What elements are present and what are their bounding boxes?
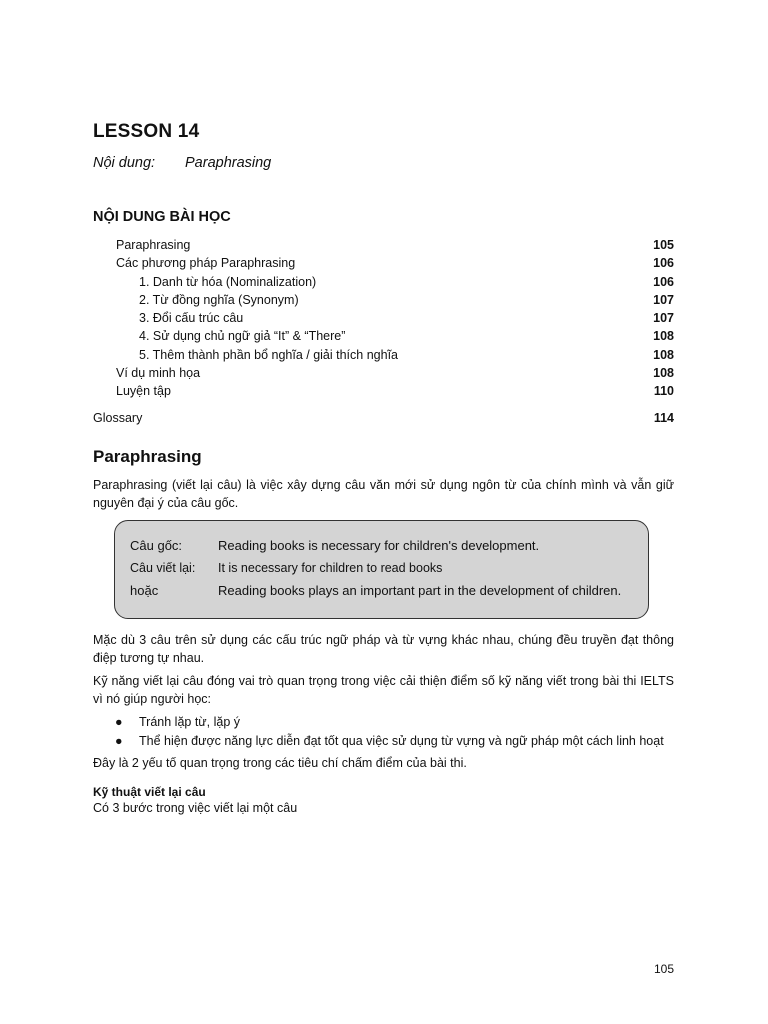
content-value: Paraphrasing (185, 155, 272, 171)
toc-item[interactable] (93, 236, 674, 254)
section-heading: Paraphrasing (93, 447, 202, 466)
toc-item[interactable] (93, 291, 674, 309)
toc-spacer (93, 401, 674, 409)
list-item-text: Thể hiện được năng lực diễn đạt tốt qua việc sử dụng từ vựng và ngữ pháp một cách linh hoạt (139, 734, 664, 748)
body-paragraph: Đây là 2 yếu tố quan trọng trong các tiêu chí chấm điểm của bài thi. (93, 756, 467, 770)
toc-item-label: Paraphrasing (116, 238, 191, 252)
toc-item[interactable] (93, 273, 674, 291)
toc-item[interactable] (93, 327, 674, 345)
toc-item-page: 106 (653, 256, 674, 271)
toc-item-label: 3. Đổi cấu trúc câu (139, 311, 244, 326)
example-key: hoặc (130, 583, 159, 598)
toc-item[interactable] (93, 364, 674, 382)
lesson-subtitle (93, 155, 272, 171)
toc-item-page: 108 (653, 347, 674, 362)
bullet-list (115, 713, 664, 751)
technique-heading: Kỹ thuật viết lại câu (93, 785, 206, 799)
example-key: Câu gốc: (130, 538, 183, 553)
body-paragraph: Mặc dù 3 câu trên sử dụng các cấu trúc ngữ pháp và từ vựng khác nhau, chúng đều truyền đạt thông điệp tương tự nhau. (93, 633, 674, 665)
page-number: 105 (653, 962, 674, 976)
toc-item[interactable] (93, 254, 674, 272)
toc-heading: NỘI DUNG BÀI HỌC (93, 209, 231, 225)
list-item (115, 713, 664, 732)
bullet-icon: ● (115, 734, 123, 748)
example-key: Câu viết lại: (130, 561, 196, 575)
toc-item-label: 5. Thêm thành phần bổ nghĩa / giải thích nghĩa (139, 347, 398, 362)
toc-item-label: Luyện tập (116, 384, 171, 399)
content-label: Nội dung: (93, 155, 156, 171)
example-value: It is necessary for children to read books (218, 561, 443, 575)
toc-item-label: Glossary (93, 410, 143, 425)
toc-item-page: 108 (653, 366, 674, 381)
toc-item-page: 108 (653, 329, 674, 344)
toc-item[interactable] (93, 382, 674, 400)
example-value: Reading books is necessary for children's development. (218, 538, 540, 553)
intro-paragraph: Paraphrasing (viết lại câu) là việc xây dựng câu văn mới sử dụng ngôn từ của chính mình và vẫn giữ nguyên đại ý của câu gốc. (93, 478, 674, 510)
toc-item[interactable] (93, 309, 674, 327)
toc-item-page: 110 (653, 384, 674, 399)
toc-item-page: 107 (653, 292, 674, 307)
toc-item-page: 114 (653, 410, 674, 425)
list-item (115, 732, 664, 751)
technique-text: Có 3 bước trong việc viết lại một câu (93, 801, 298, 815)
list-item-text: Tránh lặp từ, lặp ý (139, 715, 241, 729)
body-paragraph: Kỹ năng viết lại câu đóng vai trò quan trọng trong việc cải thiện điểm số kỹ năng viết trong bài thi IELTS vì nó giúp người học: (93, 674, 674, 706)
lesson-title: LESSON 14 (93, 121, 200, 142)
toc-item-page: 106 (653, 274, 674, 289)
toc-item-label: Ví dụ minh họa (116, 366, 201, 381)
bullet-icon: ● (115, 715, 123, 729)
toc-item-page: 105 (653, 238, 674, 252)
toc-item-page: 107 (653, 311, 674, 326)
toc-item-label: 4. Sử dụng chủ ngữ giả “It” & “There” (139, 329, 346, 344)
toc-item[interactable] (93, 409, 674, 427)
toc-item-label: 1. Danh từ hóa (Nominalization) (139, 274, 317, 289)
toc-item[interactable] (93, 346, 674, 364)
table-of-contents (93, 236, 674, 427)
toc-item-label: 2. Từ đồng nghĩa (Synonym) (139, 292, 299, 307)
toc-item-label: Các phương pháp Paraphrasing (116, 256, 296, 271)
example-value: Reading books plays an important part in the development of children. (218, 583, 622, 598)
example-box (114, 520, 649, 619)
